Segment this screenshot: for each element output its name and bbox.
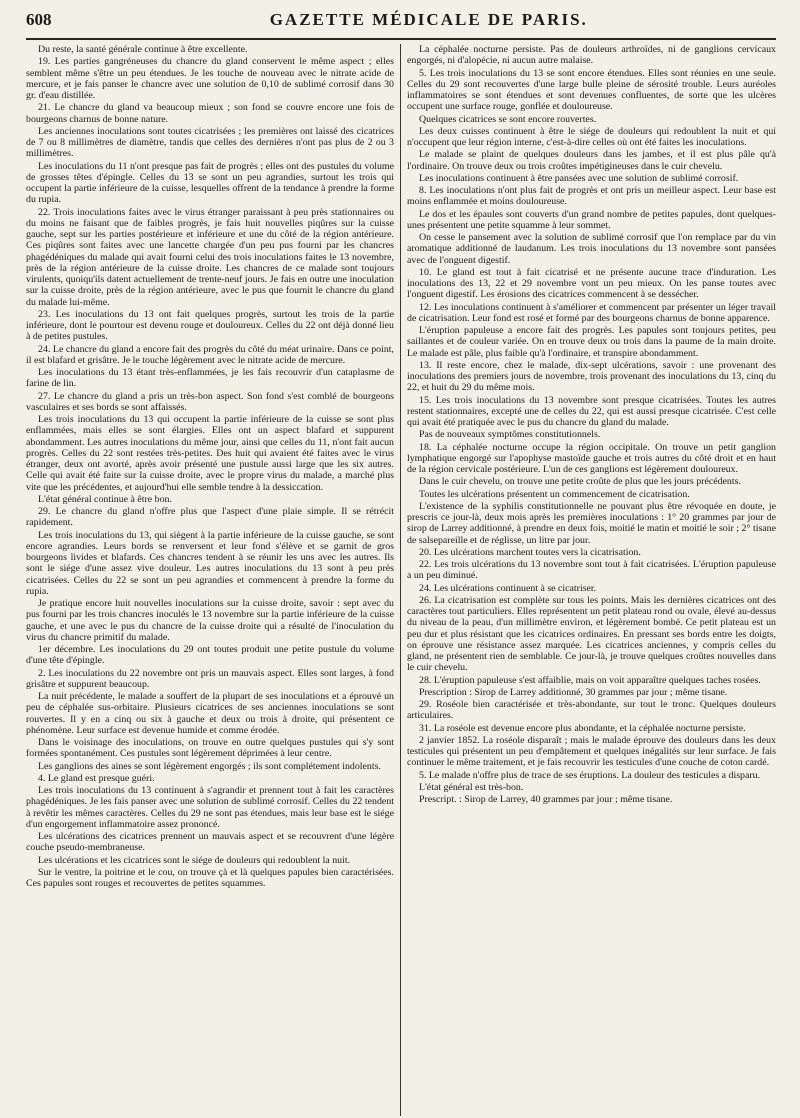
paragraph: 12. Les inoculations continuent à s'améliorer et commencent par présenter un léger travail de cicatrisation. Leur fond est rosé et formé par des bourgeons charnus de bonne apparence. — [407, 301, 776, 324]
paragraph: Les anciennes inoculations sont toutes cicatrisées ; les premières ont laissé des cicatrices de 7 ou 8 millimètres de diamètre, tandis que celles des dernières n'ont pas plus de 2 ou 3 millimètres. — [26, 125, 394, 160]
paragraph: 31. La roséole est devenue encore plus abondante, et la céphalée nocturne persiste. — [419, 722, 746, 734]
paragraph: L'éruption papuleuse a encore fait des progrès. Les papules sont toujours petites, peu saillantes et de couleur variée. On en trouve deux ou trois dans la paume de la main droite. Le malade est pâle, plus faible qu'à l'ordinaire, et transpire abondamment. — [407, 325, 776, 359]
paragraph: 4. Le gland est presque guéri. — [38, 772, 155, 784]
paragraph: Pas de nouveaux symptômes constitutionnels. — [419, 429, 601, 441]
paragraph: L'état général continue à être bon. — [38, 493, 172, 505]
paragraph: On cesse le pansement avec la solution de sublimé corrosif que l'on remplace par du vin aromatique additionné de laudanum. Les trois inoculations du 13 novembre sont pansées avec de l'onguent digestif. — [407, 232, 776, 266]
paragraph: Les trois inoculations du 13, qui siègent à la partie inférieure de la cuisse gauche, se sont encore agrandies. Leurs bords se renversent et leur fond s'élève et se garnit de gros bourgeons livides et blafards. Ces chancres tendent à se réunir les uns avec les autres. Ils sont le siége d'une assez vive douleur. Les autres inoculations du 13 sont à peu près cicatrisées. Celles du 22 se sont un peu agrandies et commencent à prendre la forme du rupia. — [26, 529, 394, 597]
paragraph: 26. La cicatrisation est complète sur tous les points. Mais les dernières cicatrices ont des caractères tout particuliers. Elles représentent un petit plateau rond ou ovale, élevé au-dessus du niveau de la peau, d'un millimètre environ, et légèrement bombé. Ce petit plateau est un peu dur et plus résistant que les cicatrices ordinaires. En pressant ses bords entre les doigts, on éprouve une résistance assez marquée. Les cicatrices anciennes, y compris celles du gland, ne présentent rien de semblable. Ce jour-là, je trouve quelques croûtes nouvelles dans le cuir chevelu. — [407, 594, 776, 674]
left-column — [26, 44, 401, 1116]
paragraph: 15. Les trois inoculations du 13 novembre sont presque cicatrisées. Toutes les autres restent stationnaires, excepté une de celles du 22, qui est aussi presque cicatrisée. C'est celle qui avait été pratiquée avec le pus du chancre du gland du malade. — [407, 394, 776, 428]
paragraph: 18. La céphalée nocturne occupe la région occipitale. On trouve un petit ganglion lymphatique engorgé sur l'apophyse mastoïde gauche et trois autres du côté droit et en haut de la région cervicale postérieure. L'un de ces ganglions est légèrement douloureux. — [407, 441, 776, 475]
paragraph: Prescription : Sirop de Larrey additionné, 30 grammes par jour ; même tisane. — [419, 686, 728, 698]
paragraph: 10. Le gland est tout à fait cicatrisé et ne présente aucune trace d'induration. Les inoculations des 13, 22 et 29 novembre vont un peu mieux. On les panse toutes avec l'onguent digestif. Les érosions des cicatrices commencent à se dessécher. — [407, 266, 776, 301]
paragraph: 19. Les parties gangréneuses du chancre du gland conservent le même aspect ; elles semblent même s'être un peu étendues. Je les touche de nouveau avec le nitrate acide de mercure, et je fais panser le chancre avec une solution de 0,10 de sublimé corrosif dans 30 gr. d'eau distillée. — [26, 56, 394, 101]
paragraph: Les deux cuisses continuent à être le siége de douleurs qui redoublent la nuit et qui n'occupent que leur région interne, c'est-à-dire celles où ont été faites les inoculations. — [407, 125, 776, 148]
paragraph: 21. Le chancre du gland va beaucoup mieux ; son fond se couvre encore une fois de bourgeons charnus de bonne nature. — [26, 102, 394, 125]
paragraph: 22. Les trois ulcérations du 13 novembre sont tout à fait cicatrisées. L'éruption papuleuse a un peu diminué. — [407, 559, 776, 582]
paragraph: Dans le voisinage des inoculations, on trouve en outre quelques pustules qui s'y sont formées spontanément. Ces pustules sont légèrement déprimées à leur centre. — [26, 737, 394, 760]
page-header — [26, 10, 776, 34]
paragraph: Prescript. : Sirop de Larrey, 40 grammes par jour ; même tisane. — [419, 794, 673, 805]
paragraph: Sur le ventre, la poitrine et le cou, on trouve çà et là quelques papules bien caractérisées. Ces papules sont rouges et recouvertes de petites squammes. — [26, 866, 394, 889]
paragraph: Je pratique encore huit nouvelles inoculations sur la cuisse droite, savoir : sept avec du pus fourni par les trois chancres inoculés le 13 novembre sur la partie inférieure de la cuisse gauche, et une avec le pus du chancre de la cuisse droite qui a résulté de l'inoculation du virus du chancre primitif du malade. — [26, 598, 394, 643]
paragraph: Du reste, la santé générale continue à être excellente. — [38, 44, 248, 55]
paragraph: 5. Le malade n'offre plus de trace de ses éruptions. La douleur des testicules a disparu. — [419, 769, 761, 781]
paragraph: 8. Les inoculations n'ont plus fait de progrès et ont pris un meilleur aspect. Leur base est moins enflammée et moins douloureuse. — [407, 185, 776, 208]
paragraph: 28. L'éruption papuleuse s'est affaiblie, mais on voit apparaître quelques taches rosées. — [419, 674, 761, 686]
paragraph: Toutes les ulcérations présentent un commencement de cicatrisation. — [419, 488, 690, 500]
paragraph: 5. Les trois inoculations du 13 se sont encore étendues. Elles sont réunies en une seule. Celles du 29 sont recouvertes d'une large bulle pleine de sérosité trouble. Leurs auréoles inflammatoires se sont étendues et sont devenues confluentes, de sorte que les ulcères occupent une surface rouge, gonflée et douloureuse. — [407, 67, 776, 113]
paragraph: 29. Le chancre du gland n'offre plus que l'aspect d'une plaie simple. Il se rétrécit rapidement. — [26, 506, 394, 529]
paragraph: 27. Le chancre du gland a pris un très-bon aspect. Son fond s'est comblé de bourgeons vasculaires et ses bords se sont affaissés. — [26, 390, 394, 413]
paragraph: Les inoculations du 11 n'ont presque pas fait de progrès ; elles ont des pustules du volume de grosses têtes d'épingle. Celles du 13 se sont un peu agrandies, surtout les trois qui occupent la partie inférieure de la cuisse, lesquelles offrent de la tendance à prendre la forme du rupia. — [26, 160, 394, 206]
paragraph: Dans le cuir chevelu, on trouve une petite croûte de plus que les jours précédents. — [419, 476, 741, 488]
paragraph: 24. Les ulcérations continuent à se cicatriser. — [419, 582, 597, 594]
text-columns — [26, 44, 776, 1116]
paragraph: Les ganglions des aines se sont légèrement engorgés ; ils sont complétement indolents. — [38, 760, 381, 772]
paragraph: 29. Roséole bien caractérisée et très-abondante, sur tout le tronc. Quelques douleurs articulaires. — [407, 699, 776, 722]
paragraph: 2 janvier 1852. La roséole disparaît ; mais le malade éprouve des douleurs dans les deux testicules qui présentent un peu d'empâtement et quelques inégalités sur leur surface. Je fais continuer le même traitement, et je fais recouvrir les testicules d'une couche de coton cardé. — [407, 734, 776, 769]
paragraph: 23. Les inoculations du 13 ont fait quelques progrès, surtout les trois de la partie inférieure, dont le pourtour est devenu rouge et douloureux. Celles du 22 ont déjà donné lieu à de petites pustules. — [26, 308, 394, 343]
paragraph: 20. Les ulcérations marchent toutes vers la cicatrisation. — [419, 546, 641, 558]
paragraph: Les ulcérations et les cicatrices sont le siége de douleurs qui redoublent la nuit. — [38, 854, 351, 866]
paragraph: La nuit précédente, le malade a souffert de la plupart de ses inoculations et a éprouvé un peu de céphalée sus-orbitaire. Plusieurs cicatrices de ses anciennes inoculations se sont rouvertes. Il y en a cinq ou six à gauche et deux ou trois à droite, qui présentent ce phénomène. Leur surface est devenue humide et comme érodée. — [26, 691, 394, 736]
paragraph: Les ulcérations des cicatrices prennent un mauvais aspect et se recouvrent d'une légère couche pseudo-membraneuse. — [26, 831, 394, 854]
paragraph: Les inoculations continuent à être pansées avec une solution de sublimé corrosif. — [419, 172, 739, 184]
page-number: 608 — [26, 10, 52, 29]
paragraph: 2. Les inoculations du 22 novembre ont pris un mauvais aspect. Elles sont larges, à fond grisâtre et suppurent beaucoup. — [26, 667, 394, 690]
paragraph: 13. Il reste encore, chez le malade, dix-sept ulcérations, savoir : une provenant des inoculations des premiers jours de novembre, trois provenant des inoculations du 13, cinq du 22, et huit du 29 du même mois. — [407, 359, 776, 394]
paragraph: Les inoculations du 13 étant très-enflammées, je les fais recouvrir d'un cataplasme de farine de lin. — [26, 367, 394, 390]
running-title: GAZETTE MÉDICALE DE PARIS. — [269, 10, 588, 29]
paragraph: 22. Trois inoculations faites avec le virus étranger paraissant à peu près stationnaires ou du moins ne faisant que de faibles progrès, je fais huit nouvelles piqûres sur la cuisse gauche, sept sur les parties postérieure et inférieure et une du côté de la région antérieure. Ces piqûres sont faites avec une lancette chargée d'un peu pus fourni par les chancres phagédéniques du malade qui avait fourni celui des trois inoculations faites le 13 novembre, près de la région antérieure de la cuisse droite. Les chancres de ce malade sont toujours virulents, quoiqu'ils datent actuellement de trente-neuf jours. Je fais en outre une inoculation sur la cuisse droite, près de la région antérieure, avec le pus que fournit le chancre du gland du malade lui-même. — [26, 206, 394, 308]
paragraph: Le malade se plaint de quelques douleurs dans les jambes, et il est plus pâle qu'à l'ordinaire. On trouve deux ou trois croûtes impétigineuses dans le cuir chevelu. — [407, 149, 776, 172]
paragraph: Les trois inoculations du 13 continuent à s'agrandir et prennent tout à fait les caractères phagédéniques. Je les fais panser avec une solution de sublimé corrosif. Celles du 22 tendent à revêtir les mêmes caractères. Celles du 29 ne sont pas étendues, mais leur base est le siége d'un engorgement inflammatoire assez prononcé. — [26, 785, 394, 830]
paragraph: L'existence de la syphilis constitutionnelle ne pouvant plus être révoquée en doute, je prescris ce jour-là, deux mois après les premières inoculations : 1° 20 grammes par jour de sirop de Larrey additionné, à prendre en deux fois, moitié le matin et moitié le soir ; 2° tisane de salsepareille et de réglisse, un litre par jour. — [407, 500, 776, 546]
paragraph: La céphalée nocturne persiste. Pas de douleurs arthroïdes, ni de ganglions cervicaux engorgés, ni d'alopécie, ni aucun autre malaise. — [407, 44, 776, 67]
paragraph: L'état général est très-bon. — [419, 781, 524, 793]
right-column — [401, 44, 776, 1116]
paragraph: 24. Le chancre du gland a encore fait des progrès du côté du méat urinaire. Dans ce point, il est blafard et grisâtre. Je le touche légèrement avec le nitrate acide de mercure. — [26, 343, 394, 366]
paragraph: Les trois inoculations du 13 qui occupent la partie inférieure de la cuisse se sont plus enflammées, mais elles se sont élargies. Elles ont un aspect blafard et suppurent abondamment. Les autres inoculations du même jour, ainsi que celles du 11, n'ont fait aucun progrès. Celles du 22 sont restées très-petites. Des huit qui avaient été faites avec le virus étranger, deux ont avorté, après avoir présenté une pustule aussi large que les six autres. Celle qui avait été faite sur la cuisse droite, avec le propre virus du malade, a marché plus vite que les précédentes, et aujourd'hui elle semble tendre à la dessiccation. — [26, 414, 394, 493]
paragraph: Quelques cicatrices se sont encore rouvertes. — [419, 113, 597, 125]
header-rule — [26, 38, 776, 40]
paragraph: 1er décembre. Les inoculations du 29 ont toutes produit une petite pustule du volume d'une tête d'épingle. — [26, 644, 394, 667]
paragraph: Le dos et les épaules sont couverts d'un grand nombre de petites papules, dont quelques-unes présentent une petite squamme à leur sommet. — [407, 208, 776, 231]
